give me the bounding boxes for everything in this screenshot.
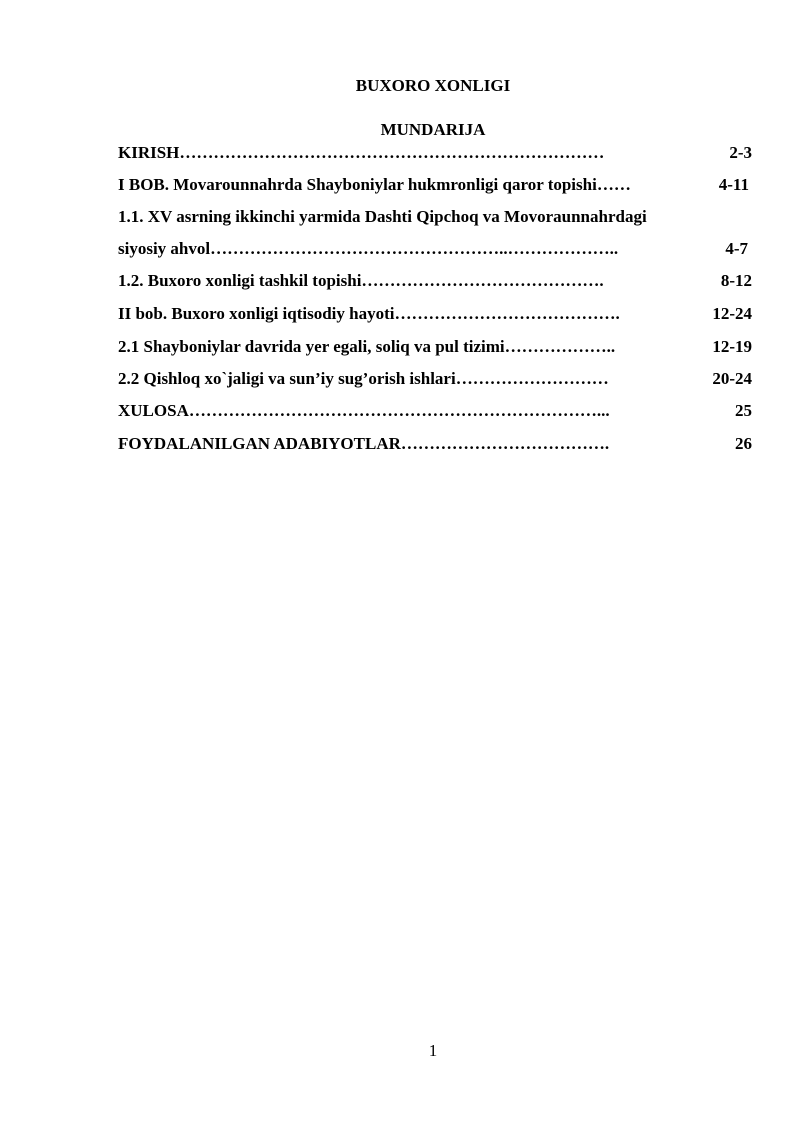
toc-entry: FOYDALANILGAN ADABIYOTLAR………………………………. (118, 434, 610, 453)
toc-pages: 25 (735, 401, 752, 420)
toc-pages: 4-7 (725, 239, 748, 258)
toc-pages: 4-11 (718, 175, 749, 194)
toc-pages: 8-12 (720, 271, 752, 290)
toc-entry: KIRISH………………………………………………………………… (118, 143, 605, 162)
toc-entry: XULOSA………………………………………………………………... (118, 401, 610, 420)
page-number: 1 (428, 1041, 438, 1060)
toc-entry: 1.1. XV asrning ikkinchi yarmida Dashti Qipchoq va Movoraunnahrdagi (118, 207, 647, 226)
toc-pages: 12-24 (712, 304, 752, 323)
toc-pages: 2-3 (729, 143, 752, 162)
toc-pages: 20-24 (712, 369, 752, 388)
toc-entry: 2.2 Qishloq xo`jaligi va sun’iy sug’orish ishlari……………………… (118, 369, 609, 388)
toc-entry: siyosiy ahvol……………………………………………..……………….. (118, 239, 619, 258)
toc-heading: MUNDARIJA (380, 120, 486, 139)
toc-entry: II bob. Buxoro xonligi iqtisodiy hayoti…………………………………. (118, 304, 620, 323)
toc-entry: 2.1 Shayboniylar davrida yer egali, soliq va pul tizimi……………….. (118, 337, 616, 356)
toc-entry: I BOB. Movarounnahrda Shayboniylar hukmronligi qaror topishi…… (118, 175, 631, 194)
toc-entry: 1.2. Buxoro xonligi tashkil topishi……………………………………. (118, 271, 604, 290)
toc-pages: 12-19 (712, 337, 752, 356)
document-title: BUXORO XONLIGI (355, 76, 511, 95)
toc-pages: 26 (735, 434, 752, 453)
